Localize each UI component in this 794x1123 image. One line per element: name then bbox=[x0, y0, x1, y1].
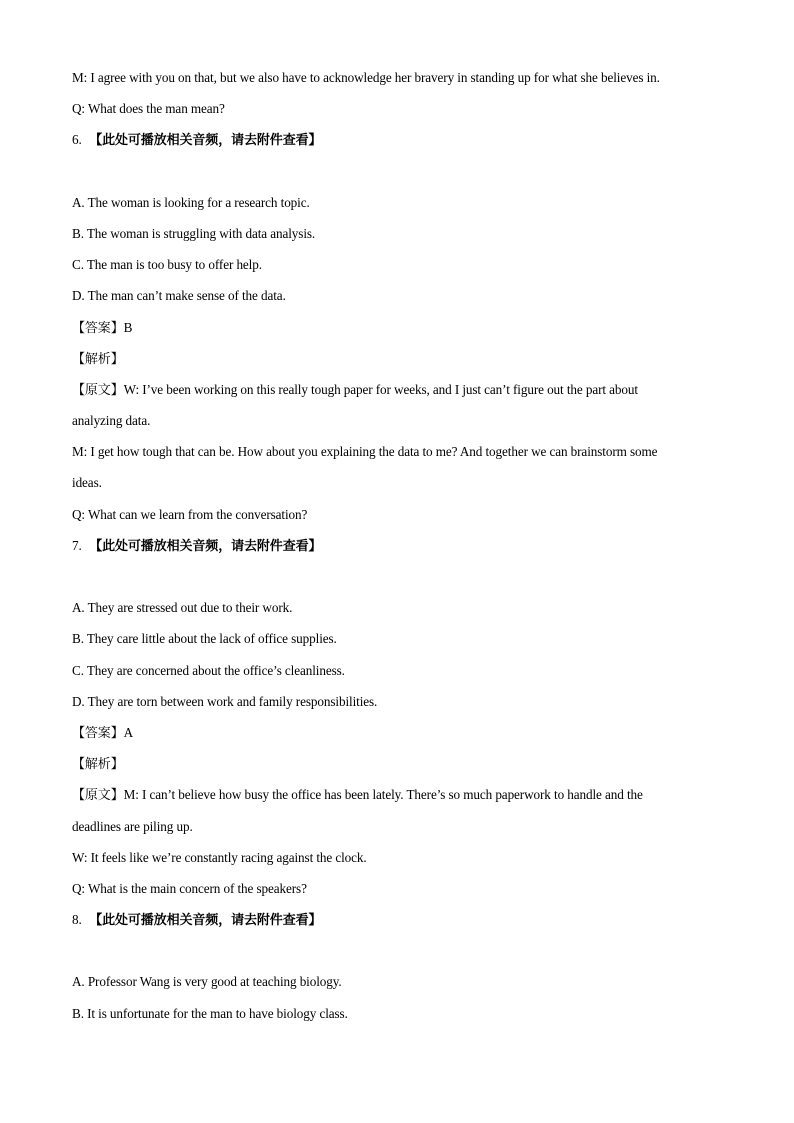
question-number: 6. bbox=[72, 132, 82, 148]
transcript-line: analyzing data. bbox=[72, 413, 151, 429]
spacer bbox=[72, 156, 732, 187]
spacer bbox=[72, 935, 732, 966]
answer-value: B bbox=[123, 319, 133, 335]
question-number: 7. bbox=[72, 537, 82, 553]
question-line: Q: What is the main concern of the speakers? bbox=[72, 880, 307, 896]
transcript-line: deadlines are piling up. bbox=[72, 818, 193, 834]
original-label: 【原文】 bbox=[72, 382, 124, 398]
original-label: 【原文】 bbox=[72, 788, 124, 804]
transcript-line: W: It feels like we’re constantly racing against the clock. bbox=[72, 849, 367, 865]
answer-line bbox=[72, 717, 732, 748]
option-d: D. The man can’t make sense of the data. bbox=[72, 288, 286, 304]
option-b: B. It is unfortunate for the man to have biology class. bbox=[72, 1005, 348, 1021]
transcript-text: W: I’ve been working on this really tough paper for weeks, and I just can’t figure out the part about bbox=[123, 381, 638, 397]
analysis-label: 【解析】 bbox=[72, 757, 124, 773]
question-6-header bbox=[72, 124, 732, 155]
question-8-header bbox=[72, 904, 732, 935]
answer-value: A bbox=[123, 724, 134, 740]
question-line: Q: What does the man mean? bbox=[72, 101, 225, 117]
option-b: B. The woman is struggling with data analysis. bbox=[72, 225, 316, 241]
spacer bbox=[72, 561, 732, 592]
audio-placeholder: 【此处可播放相关音频，请去附件查看】 bbox=[89, 538, 322, 554]
analysis-line bbox=[72, 343, 732, 374]
answer-label: 【答案】 bbox=[72, 725, 124, 741]
option-d: D. They are torn between work and family responsibilities. bbox=[72, 693, 378, 709]
audio-placeholder: 【此处可播放相关音频，请去附件查看】 bbox=[89, 913, 322, 929]
answer-line bbox=[72, 312, 732, 343]
analysis-line bbox=[72, 748, 732, 779]
original-text-line bbox=[72, 374, 732, 405]
option-c: C. They are concerned about the office’s cleanliness. bbox=[72, 662, 345, 678]
question-number: 8. bbox=[72, 912, 82, 928]
transcript-line: M: I get how tough that can be. How about you explaining the data to me? And together we can brainstorm some bbox=[72, 444, 658, 460]
transcript-line: ideas. bbox=[72, 475, 102, 491]
option-c: C. The man is too busy to offer help. bbox=[72, 257, 262, 273]
document-page bbox=[72, 62, 732, 1029]
option-a: A. Professor Wang is very good at teaching biology. bbox=[72, 974, 342, 990]
transcript-text: M: I can’t believe how busy the office has been lately. There’s so much paperwork to handle and the bbox=[123, 787, 643, 803]
answer-label: 【答案】 bbox=[72, 320, 124, 336]
audio-placeholder: 【此处可播放相关音频，请去附件查看】 bbox=[89, 133, 322, 149]
option-a: A. The woman is looking for a research topic. bbox=[72, 194, 310, 210]
dialogue-line: M: I agree with you on that, but we also have to acknowledge her bravery in standing up for what she believes in. bbox=[72, 70, 660, 85]
option-b: B. They care little about the lack of office supplies. bbox=[72, 631, 337, 647]
original-text-line bbox=[72, 779, 732, 810]
option-a: A. They are stressed out due to their work. bbox=[72, 600, 293, 616]
question-line: Q: What can we learn from the conversation? bbox=[72, 506, 308, 522]
question-7-header bbox=[72, 530, 732, 561]
analysis-label: 【解析】 bbox=[72, 351, 124, 367]
